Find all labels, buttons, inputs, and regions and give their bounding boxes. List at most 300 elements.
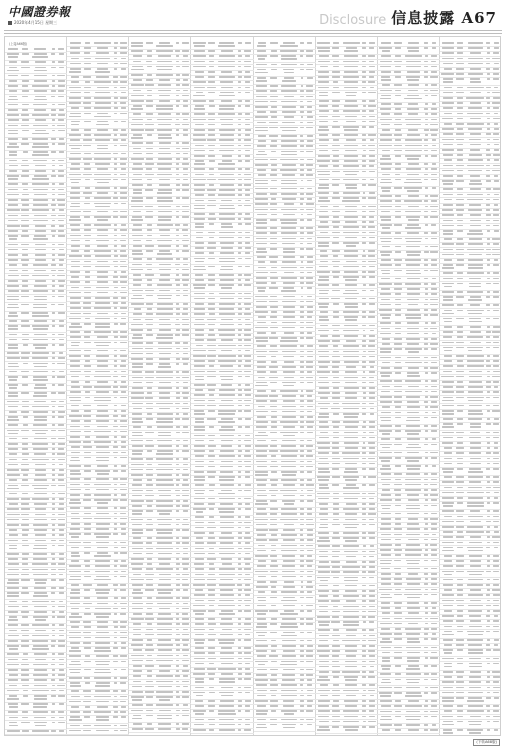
table-cell-text — [207, 179, 215, 181]
table-cell-text — [342, 200, 360, 202]
table-cell-text — [182, 495, 188, 497]
table-cell-text — [52, 344, 55, 346]
table-cell-text — [380, 293, 391, 295]
table-cell-text — [222, 629, 232, 631]
table-cell-text — [431, 168, 437, 170]
table-cell-text — [368, 442, 375, 444]
table-cell-text — [284, 361, 294, 363]
table-cell-text — [84, 677, 90, 679]
table-cell-text — [52, 558, 55, 560]
table-cell-text — [306, 466, 313, 468]
table-cell-text — [282, 474, 296, 476]
table-cell-text — [9, 160, 17, 162]
table-cell-text — [345, 645, 357, 647]
table-cell-text — [8, 230, 18, 232]
table-cell-text — [23, 151, 28, 153]
table-cell-text — [430, 76, 437, 78]
table-cell-text — [114, 494, 117, 496]
table-cell-text — [58, 424, 64, 426]
table-cell-text — [282, 174, 295, 176]
table-cell-text — [21, 259, 29, 261]
table-cell-text — [368, 250, 375, 252]
table-cell-text — [362, 261, 366, 263]
table-cell-text — [300, 111, 304, 113]
table-cell-text — [209, 484, 215, 486]
table-cell-text — [35, 384, 46, 386]
table-cell-text — [244, 589, 251, 591]
issue-date — [8, 20, 57, 26]
table-cell-text — [238, 242, 242, 244]
table-cell-text — [380, 396, 391, 398]
table-cell-text — [244, 658, 251, 660]
table-cell-text — [183, 153, 188, 155]
table-cell-text — [33, 238, 49, 240]
table-cell-text — [195, 124, 203, 126]
table-cell-text — [94, 216, 111, 218]
table-cell-text — [71, 245, 80, 247]
table-cell-text — [69, 326, 82, 328]
table-cell-text — [182, 418, 188, 420]
table-cell-text — [270, 85, 278, 87]
table-cell-text — [84, 552, 90, 554]
table-cell-text — [306, 327, 313, 329]
table-cell-text — [255, 203, 267, 205]
table-cell-text — [114, 518, 118, 520]
table-cell-text — [208, 537, 215, 539]
table-cell-text — [244, 145, 251, 147]
table-cell-text — [9, 371, 17, 373]
table-cell-text — [32, 624, 49, 626]
table-cell-text — [69, 632, 81, 634]
table-cell-text — [176, 469, 180, 471]
table-cell-text — [424, 163, 427, 165]
table-cell-text — [97, 405, 108, 407]
table-cell-text — [52, 125, 55, 127]
table-cell-text — [32, 406, 49, 408]
table-cell-text — [362, 216, 367, 218]
table-cell-text — [220, 450, 234, 452]
table-cell-text — [158, 90, 171, 92]
table-cell-text — [244, 522, 251, 524]
table-cell-text — [362, 695, 366, 697]
table-cell-text — [120, 261, 126, 263]
table-cell-text — [362, 340, 366, 342]
table-cell-text — [21, 430, 29, 432]
table-cell-text — [283, 586, 296, 588]
table-cell-text — [58, 204, 65, 206]
table-cell-text — [121, 547, 127, 549]
table-cell-text — [319, 413, 329, 415]
table-cell-text — [132, 660, 142, 662]
table-cell-text — [158, 723, 171, 725]
table-cell-text — [195, 700, 203, 702]
table-cell-text — [176, 358, 180, 360]
table-cell-text — [23, 653, 28, 655]
table-cell-text — [345, 479, 357, 481]
table-cell-text — [281, 85, 296, 87]
table-cell-text — [300, 277, 304, 279]
table-cell-text — [281, 193, 297, 195]
table-cell-text — [344, 361, 359, 363]
table-cell-text — [158, 153, 171, 155]
table-cell-text — [94, 250, 111, 252]
table-cell-text — [157, 119, 172, 121]
table-cell-text — [120, 542, 126, 544]
table-cell-text — [408, 90, 418, 92]
table-cell-text — [147, 537, 153, 539]
table-cell-text — [120, 197, 127, 199]
table-cell-text — [195, 339, 204, 341]
table-cell-text — [7, 524, 19, 526]
table-cell-text — [35, 244, 47, 246]
table-cell-text — [96, 478, 109, 480]
table-cell-text — [395, 155, 400, 157]
table-cell-text — [209, 461, 215, 463]
table-cell-text — [133, 174, 142, 176]
table-cell-text — [51, 90, 55, 92]
table-cell-text — [280, 45, 298, 47]
table-cell-text — [194, 308, 205, 310]
table-cell-text — [32, 357, 48, 359]
table-cell-text — [318, 566, 330, 568]
table-cell-text — [318, 700, 330, 702]
table-cell-text — [284, 581, 294, 583]
table-cell-text — [300, 411, 304, 413]
table-cell-text — [369, 126, 374, 128]
table-cell-text — [120, 484, 126, 486]
table-cell-text — [431, 348, 437, 350]
table-cell-text — [114, 203, 118, 205]
table-cell-text — [176, 484, 179, 486]
table-cell-text — [34, 270, 46, 272]
table-cell-text — [258, 58, 266, 60]
table-cell-text — [343, 226, 360, 228]
table-cell-text — [176, 445, 179, 447]
table-cell-text — [382, 246, 390, 248]
table-cell-text — [345, 519, 357, 521]
table-cell-text — [33, 344, 48, 346]
table-cell-text — [194, 426, 205, 428]
table-cell-text — [343, 595, 359, 597]
table-cell-text — [331, 408, 340, 410]
table-cell-text — [256, 232, 267, 234]
table-cell-text — [269, 539, 278, 541]
table-cell-text — [345, 92, 357, 94]
table-cell-text — [147, 723, 152, 725]
table-cell-text — [369, 47, 374, 49]
table-cell-text — [176, 413, 179, 415]
table-cell-text — [195, 558, 205, 560]
table-cell-text — [146, 382, 153, 384]
table-cell-text — [9, 648, 18, 650]
table-cell-text — [34, 334, 47, 336]
table-cell-text — [158, 432, 171, 434]
table-cell-text — [34, 296, 47, 298]
table-cell-text — [333, 316, 339, 318]
table-cell-text — [307, 534, 313, 536]
table-cell-text — [238, 66, 241, 68]
table-cell-text — [22, 96, 27, 98]
table-cell-text — [113, 211, 117, 213]
table-cell-text — [158, 84, 171, 86]
table-cell-text — [176, 548, 179, 550]
table-cell-text — [120, 187, 127, 189]
table-cell-text — [147, 74, 153, 76]
table-cell-text — [406, 396, 420, 398]
table-cell-text — [195, 618, 205, 620]
table-cell-text — [85, 42, 90, 44]
table-cell-text — [146, 553, 153, 555]
table-cell-text — [395, 299, 402, 301]
table-cell-text — [194, 724, 204, 726]
table-cell-text — [69, 318, 81, 320]
table-cell-text — [121, 371, 127, 373]
table-cell-text — [159, 563, 170, 565]
table-cell-text — [59, 469, 64, 471]
table-cell-text — [370, 290, 375, 292]
table-cell-text — [255, 700, 267, 702]
table-cell-text — [332, 340, 340, 342]
table-cell-text — [195, 421, 204, 423]
table-cell-text — [195, 418, 205, 420]
table-cell-text — [158, 55, 171, 57]
table-cell-text — [220, 516, 235, 518]
table-cell-text — [33, 143, 48, 145]
table-cell-text — [52, 220, 55, 222]
table-cell-text — [35, 249, 46, 251]
table-cell-text — [34, 587, 46, 589]
table-cell-text — [344, 81, 359, 83]
table-cell-text — [21, 114, 29, 116]
table-cell-text — [300, 232, 303, 234]
table-cell-text — [182, 148, 188, 150]
table-cell-text — [300, 724, 303, 726]
table-cell-text — [96, 716, 109, 718]
table-cell-text — [395, 66, 401, 68]
table-cell-text — [176, 95, 179, 97]
table-cell-text — [9, 320, 17, 322]
table-cell-text — [282, 261, 297, 263]
table-cell-text — [307, 432, 313, 434]
table-cell-text — [113, 129, 118, 131]
table-cell-text — [380, 322, 391, 324]
table-cell-text — [131, 618, 144, 620]
table-cell-text — [7, 430, 19, 432]
table-cell-text — [270, 406, 278, 408]
table-cell-text — [23, 424, 28, 426]
table-cell-text — [133, 55, 142, 57]
table-cell-text — [425, 195, 428, 197]
table-cell-text — [332, 221, 340, 223]
table-cell-text — [114, 441, 117, 443]
table-cell-text — [52, 296, 56, 298]
table-cell-text — [147, 329, 152, 331]
table-cell-text — [369, 377, 374, 379]
table-cell-text — [405, 283, 421, 285]
table-cell-text — [176, 597, 180, 599]
table-cell-text — [282, 645, 297, 647]
table-cell-text — [307, 306, 313, 308]
table-cell-text — [380, 357, 391, 359]
table-cell-text — [407, 79, 419, 81]
table-cell-text — [343, 616, 359, 618]
table-cell-text — [257, 77, 266, 79]
table-cell-text — [194, 266, 206, 268]
table-cell-text — [269, 127, 278, 129]
table-cell-text — [52, 209, 56, 211]
table-cell-text — [97, 145, 108, 147]
table-cell-text — [52, 453, 55, 455]
table-cell-text — [424, 348, 429, 350]
table-cell-text — [369, 508, 375, 510]
table-cell-text — [368, 616, 375, 618]
table-cell-text — [133, 61, 141, 63]
table-cell-text — [159, 358, 170, 360]
table-cell-text — [132, 691, 143, 693]
table-cell-text — [121, 121, 126, 123]
table-cell-text — [51, 204, 55, 206]
table-cell-text — [114, 626, 118, 628]
table-cell-text — [114, 565, 117, 567]
table-cell-text — [70, 153, 81, 155]
table-cell-text — [238, 405, 242, 407]
table-cell-text — [345, 397, 357, 399]
table-cell-text — [219, 284, 234, 286]
table-cell-text — [431, 61, 436, 63]
table-cell-text — [182, 279, 189, 281]
table-cell-text — [9, 503, 18, 505]
table-cell-text — [176, 348, 180, 350]
table-cell-text — [270, 432, 277, 434]
table-cell-text — [245, 724, 251, 726]
table-cell-text — [408, 351, 419, 353]
table-cell-text — [300, 219, 304, 221]
table-cell-text — [95, 318, 110, 320]
table-cell-text — [9, 548, 17, 550]
table-cell-text — [382, 227, 391, 229]
table-cell-text — [332, 695, 340, 697]
table-cell-text — [209, 490, 214, 492]
table-cell-text — [71, 76, 79, 78]
table-cell-text — [114, 229, 117, 231]
table-cell-text — [220, 376, 233, 378]
table-cell-text — [114, 381, 117, 383]
table-cell-text — [369, 700, 375, 702]
table-cell-text — [146, 142, 154, 144]
table-cell-text — [158, 298, 171, 300]
table-cell-text — [121, 690, 126, 692]
table-cell-text — [22, 339, 29, 341]
table-cell-text — [195, 461, 203, 463]
table-cell-text — [381, 232, 390, 234]
table-cell-text — [22, 519, 29, 521]
table-cell-text — [120, 489, 127, 491]
table-cell-text — [332, 145, 340, 147]
table-cell-text — [208, 652, 216, 654]
table-cell-text — [9, 143, 17, 145]
table-cell-text — [333, 413, 339, 415]
table-cell-text — [59, 534, 64, 536]
table-cell-text — [245, 376, 250, 378]
table-cell-text — [21, 579, 30, 581]
table-cell-text — [156, 537, 173, 539]
table-cell-text — [71, 690, 79, 692]
table-cell-text — [194, 450, 205, 452]
table-cell-text — [176, 426, 180, 428]
table-cell-text — [32, 498, 49, 500]
table-cell-text — [306, 267, 313, 269]
table-cell-text — [159, 95, 170, 97]
table-cell-text — [69, 637, 81, 639]
table-cell-text — [85, 360, 90, 362]
table-cell-text — [95, 266, 109, 268]
table-cell-text — [84, 250, 90, 252]
table-cell-text — [424, 71, 428, 73]
table-cell-text — [369, 171, 375, 173]
table-cell-text — [238, 647, 241, 649]
table-cell-text — [113, 621, 118, 623]
table-cell-text — [218, 66, 235, 68]
table-cell-text — [21, 624, 29, 626]
table-cell-text — [381, 71, 391, 73]
table-cell-text — [368, 271, 375, 273]
table-cell-text — [363, 335, 366, 337]
table-cell-text — [344, 580, 358, 582]
table-cell-text — [94, 484, 112, 486]
table-cell-text — [84, 336, 90, 338]
table-cell-text — [257, 534, 265, 536]
table-cell-text — [52, 406, 55, 408]
table-cell-text — [300, 471, 303, 473]
table-cell-text — [344, 471, 359, 473]
table-cell-text — [283, 311, 295, 313]
table-cell-text — [83, 518, 92, 520]
table-cell-text — [157, 240, 172, 242]
table-cell-text — [71, 661, 80, 663]
table-cell-text — [425, 134, 428, 136]
table-cell-text — [408, 50, 419, 52]
table-cell-text — [379, 47, 392, 49]
table-cell-text — [131, 644, 143, 646]
table-cell-text — [370, 139, 374, 141]
table-cell-text — [176, 686, 180, 688]
table-cell-text — [332, 184, 339, 186]
table-cell-text — [245, 692, 250, 694]
table-cell-text — [208, 42, 215, 44]
table-cell-text — [84, 576, 91, 578]
table-cell-text — [362, 611, 365, 613]
table-cell-text — [270, 227, 277, 229]
table-cell-text — [52, 376, 56, 378]
table-cell-text — [156, 597, 173, 599]
table-cell-text — [281, 55, 296, 57]
table-cell-text — [281, 466, 296, 468]
table-cell-text — [52, 235, 55, 237]
table-cell-text — [8, 669, 18, 671]
table-cell-text — [307, 450, 312, 452]
table-cell-text — [159, 42, 170, 44]
table-cell-text — [182, 142, 189, 144]
table-cell-text — [59, 611, 64, 613]
table-cell-text — [147, 95, 153, 97]
table-cell-text — [333, 330, 339, 332]
table-cell-text — [319, 666, 329, 668]
table-cell-text — [71, 608, 79, 610]
table-cell-text — [195, 76, 204, 78]
table-cell-text — [269, 135, 278, 137]
table-cell-text — [281, 188, 296, 190]
table-cell-text — [257, 669, 267, 671]
